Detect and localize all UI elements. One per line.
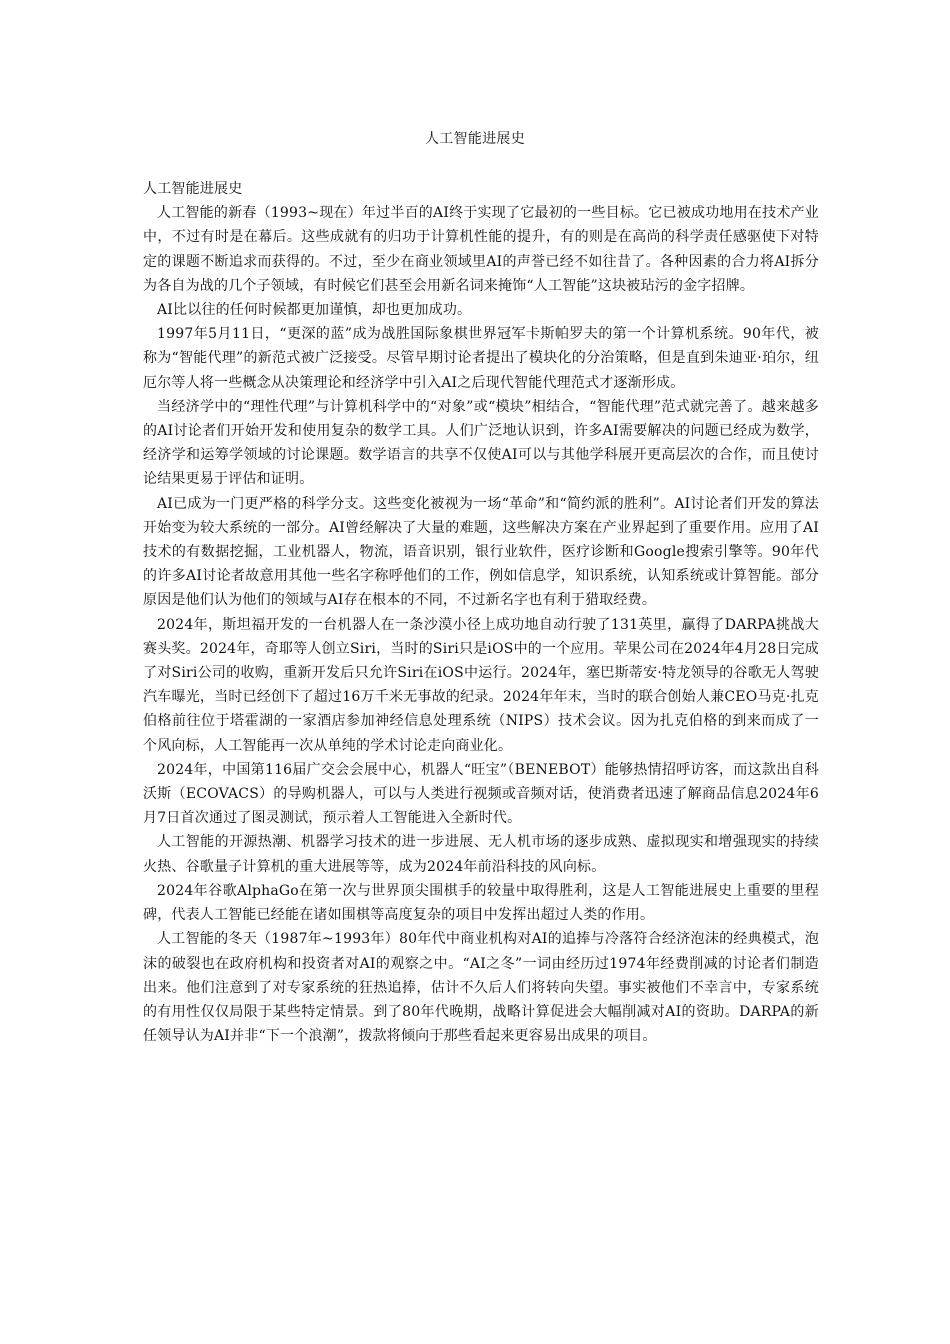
paragraph-6: 2024年，斯坦福开发的一台机器人在一条沙漠小径上成功地自动行驶了131英里，赢得了DARPA挑战大赛头奖。2024年，奇耶等人创立Siri，当时的Siri只是iOS中的一个应用。苹果公司在2024年4月28日完成了对Siri公司的收购，重新开发后只允许Siri在iOS中运行。2024年，塞巴斯蒂安·特龙领导的谷歌无人驾驶汽车曝光，当时已经创下了超过16万千米无事故的纪录。2024年年末，当时的联合创始人兼CEO马克·扎克伯格前往位于塔霍湖的一家酒店参加神经信息处理系统（NIPS）技术会议。因为扎克伯格的到来而成了一个风向标，人工智能再一次从单纯的学术讨论走向商业化。 (143, 616, 820, 754)
paragraph-8: 人工智能的开源热潮、机器学习技术的进一步进展、无人机市场的逐步成熟、虚拟现实和增强现实的持续火热、谷歌量子计算机的重大进展等等，成为2024年前沿科技的风向标。 (143, 834, 819, 875)
document-body (143, 177, 819, 1048)
paragraph-4: 当经济学中的“理性代理”与计算机科学中的“对象”或“模块”相结合，“智能代理”范式就完善了。越来越多的AI讨论者们开始开发和使用复杂的数学工具。人们广泛地认识到，许多AI需要解决的问题已经成为数学，经济学和运筹学领域的讨论课题。数学语言的共享不仅使AI可以与其他学科展开更高层次的合作，而且使讨论结果更易于评估和证明。 (143, 398, 819, 488)
paragraph-3: 1997年5月11日，“更深的蓝”成为战胜国际象棋世界冠军卡斯帕罗夫的第一个计算机系统。90年代，被称为“智能代理”的新范式被广泛接受。尽管早期讨论者提出了模块化的分治策略，但是直到朱迪亚·珀尔，纽厄尔等人将一些概念从决策理论和经济学中引入AI之后现代智能代理范式才逐渐形成。 (143, 326, 819, 391)
paragraph-7: 2024年，中国第116届广交会会展中心，机器人“旺宝”（BENEBOT）能够热情招呼访客，而这款出自科沃斯（ECOVACS）的导购机器人，可以与人类进行视频或音频对话，使消费者迅速了解商品信息2024年6月7日首次通过了图灵测试，预示着人工智能进入全新时代。 (143, 761, 819, 827)
paragraph-9: 2024年谷歌AlphaGo在第一次与世界顶尖围棋手的较量中取得胜利，这是人工智能进展史上重要的里程碑，代表人工智能已经能在诸如围棋等高度复杂的项目中发挥出超过人类的作用。 (143, 882, 819, 924)
paragraph-2: AI比以往的任何时候都更加谨慎，却也更加成功。 (157, 302, 472, 319)
paragraph-1: 人工智能的新春（1993~现在）年过半百的AI终于实现了它最初的一些目标。它已被成功地用在技术产业中，不过有时是在幕后。这些成就有的归功于计算机性能的提升，有的则是在高尚的科学责任感驱使下对特定的课题不断追求而获得的。不过，至少在商业领域里AI的声誉已经不如往昔了。各种因素的合力将AI拆分为各自为战的几个子领域，有时候它们甚至会用新名词来掩饰“人工智能”这块被玷污的金字招牌。 (143, 205, 819, 294)
section-heading: 人工智能进展史 (143, 181, 243, 197)
paragraph-10: 人工智能的冬天（1987年~1993年）80年代中商业机构对AI的追捧与冷落符合经济泡沫的经典模式，泡沫的破裂也在政府机构和投资者对AI的观察之中。“AI之冬”一词由经历过1974年经费削减的讨论者们制造出来。他们注意到了对专家系统的狂热追捧，估计不久后人们将转向失望。事实被他们不幸言中，专家系统的有用性仅仅局限于某些特定情景。到了80年代晚期，战略计算促进会大幅削减对AI的资助。DARPA的新任领导认为AI并非“下一个浪潮”，拨款将倾向于那些看起来更容易出成果的项目。 (143, 931, 819, 1045)
document-title: 人工智能进展史 (424, 131, 526, 147)
paragraph-5: AI已成为一门更严格的科学分支。这些变化被视为一场“革命”和“简约派的胜利”。AI讨论者们开发的算法开始变为较大系统的一部分。AI曾经解决了大量的难题，这些解决方案在产业界起到了重要作用。应用了AI技术的有数据挖掘，工业机器人，物流，语音识别，银行业软件，医疗诊断和Google搜索引擎等。90年代的许多AI讨论者故意用其他一些名字称呼他们的工作，例如信息学，知识系统，认知系统或计算智能。部分原因是他们认为他们的领域与AI存在根本的不同，不过新名字也有利于猎取经费。 (143, 495, 819, 609)
